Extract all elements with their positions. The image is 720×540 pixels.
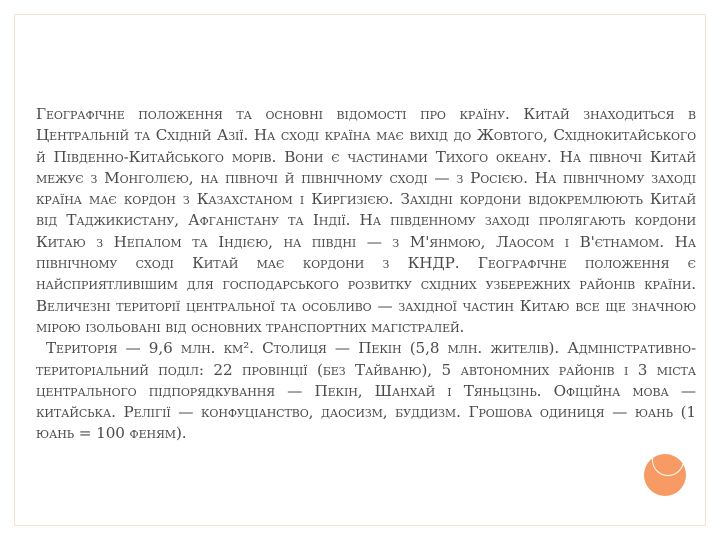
decorative-circle-ring [652,444,684,476]
paragraph-facts: Територія — 9,6 млн. км². Столиця — Пекін (5,8 млн. жителів). Адміністративно-територіальний поділ: 22 провінції (без Тайваню), 5 автономних районів і 3 міста центрального підпорядкування — Пекін, Шанхай і Тяньцзінь. Офіційна мова — китайська. Релігії — конфуціанство, даосизм, буддизм. Грошова одиниця — юань (1 юань = 100 феням). [36,339,696,443]
paragraph-geography: Географічне положення та основні відомості про країну. Китай знаходиться в Центральній та Східній Азії. На сході країна має вихід до Жовтого, Східнокитайського й Південно-Китайського морів. Вони є частинами Тихого океану. На півночі Китай межує з Монголією, на півночі й північному сході — з Росією. На північному заході країна має кордон з Казахстаном і Киргизією. Західні кордони відокремлюють Китай від Таджикистану, Афганістану та Індії. На південному заході пролягають кордони Китаю з Непалом та Індією, на півдні — з М'янмою, Лаосом і В'єтнамом. На північному сході Китай має кордони з КНДР. Географічне положення є найсприятливішим для господарського розвитку східних узбережних районів країни. Величезні території центральної та особливо — західної частин Китаю все ще значною мірою ізольовані від основних транспортних магістралей. [36,105,696,336]
slide-text-body [36,104,696,445]
